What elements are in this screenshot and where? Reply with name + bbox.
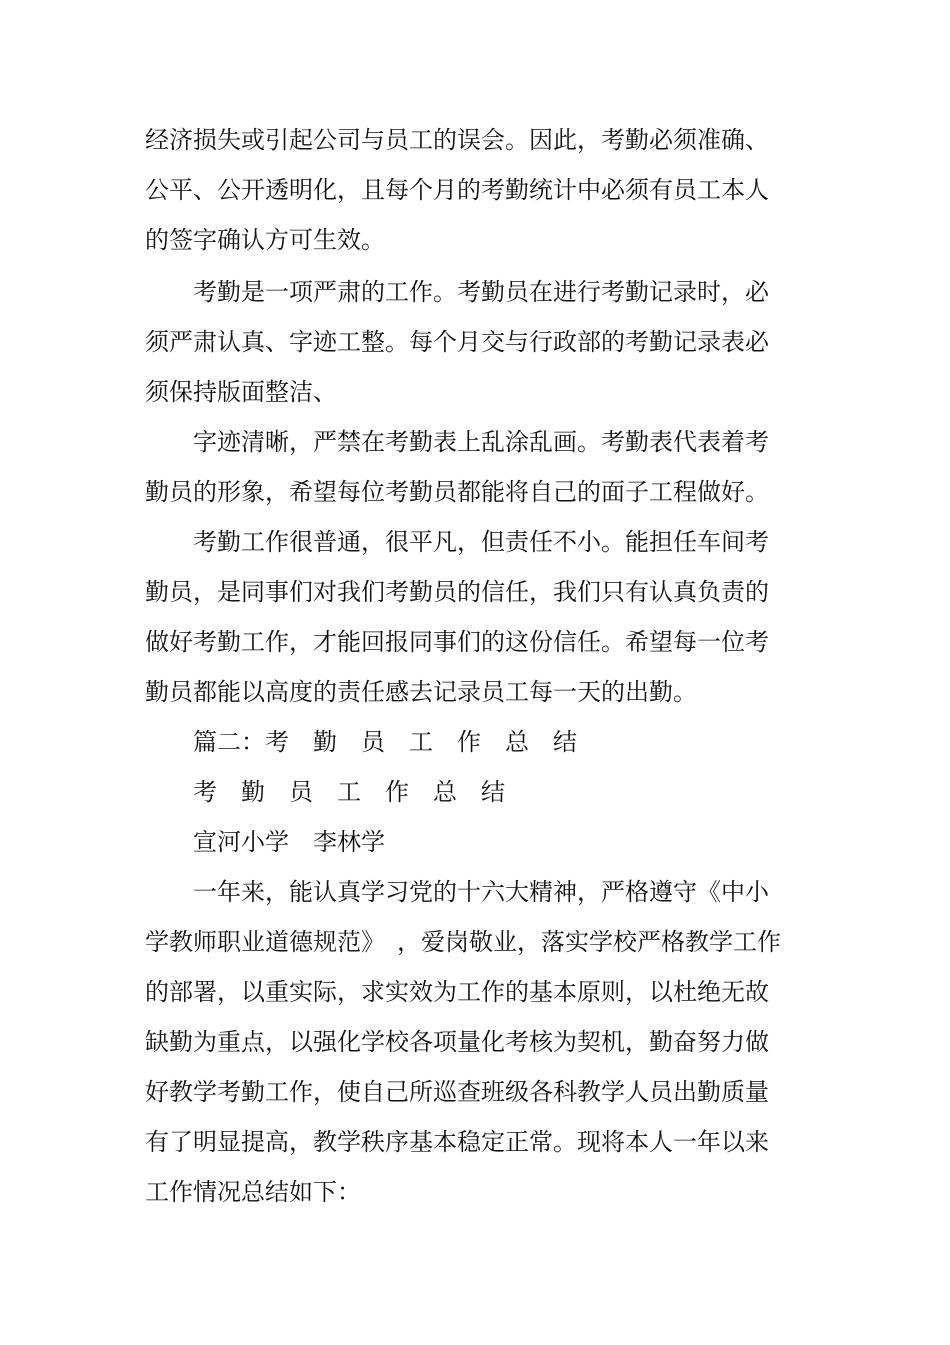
text-line: 有了明显提高，教学秩序基本稳定正常。现将本人一年以来 (145, 1128, 769, 1156)
text-line: 工作情况总结如下： (145, 1178, 361, 1206)
paragraph-first-line: 一年来，能认真学习党的十六大精神，严格遵守《中小 (193, 878, 769, 906)
text-line: 的签字确认方可生效。 (145, 226, 385, 254)
paragraph-first-line: 字迹清晰，严禁在考勤表上乱涂乱画。考勤表代表着考 (193, 428, 769, 456)
paragraph-first-line: 考勤工作很普通，很平凡，但责任不小。能担任车间考 (193, 528, 769, 556)
text-line: 好教学考勤工作，使自己所巡查班级各科教学人员出勤质量 (145, 1078, 769, 1106)
text-line: 做好考勤工作，才能回报同事们的这份信任。希望每一位考 (145, 628, 769, 656)
text-line: 公平、公开透明化，且每个月的考勤统计中必须有员工本人 (145, 176, 769, 204)
text-line: 勤员都能以高度的责任感去记录员工每一天的出勤。 (145, 678, 697, 706)
text-line: 勤员，是同事们对我们考勤员的信任，我们只有认真负责的 (145, 578, 769, 606)
section-heading: 篇二：考 勤 员 工 作 总 结 (193, 728, 577, 756)
text-line: 的部署，以重实际，求实效为工作的基本原则，以杜绝无故 (145, 978, 769, 1006)
paragraph-first-line: 考勤是一项严肃的工作。考勤员在进行考勤记录时，必 (193, 278, 769, 306)
text-line: 缺勤为重点，以强化学校各项量化考核为契机，勤奋努力做 (145, 1028, 769, 1056)
text-line: 须保持版面整洁、 (145, 378, 337, 406)
author-line: 宣河小学 李林学 (193, 828, 385, 856)
text-line: 学教师职业道德规范》 ，爱岗敬业，落实学校严格教学工作 (145, 928, 781, 956)
document-title: 考 勤 员 工 作 总 结 (193, 778, 505, 806)
text-line: 勤员的形象，希望每位考勤员都能将自己的面子工程做好。 (145, 478, 769, 506)
text-line: 须严肃认真、字迹工整。每个月交与行政部的考勤记录表必 (145, 328, 769, 356)
text-line: 经济损失或引起公司与员工的误会。因此，考勤必须准确、 (145, 126, 769, 154)
